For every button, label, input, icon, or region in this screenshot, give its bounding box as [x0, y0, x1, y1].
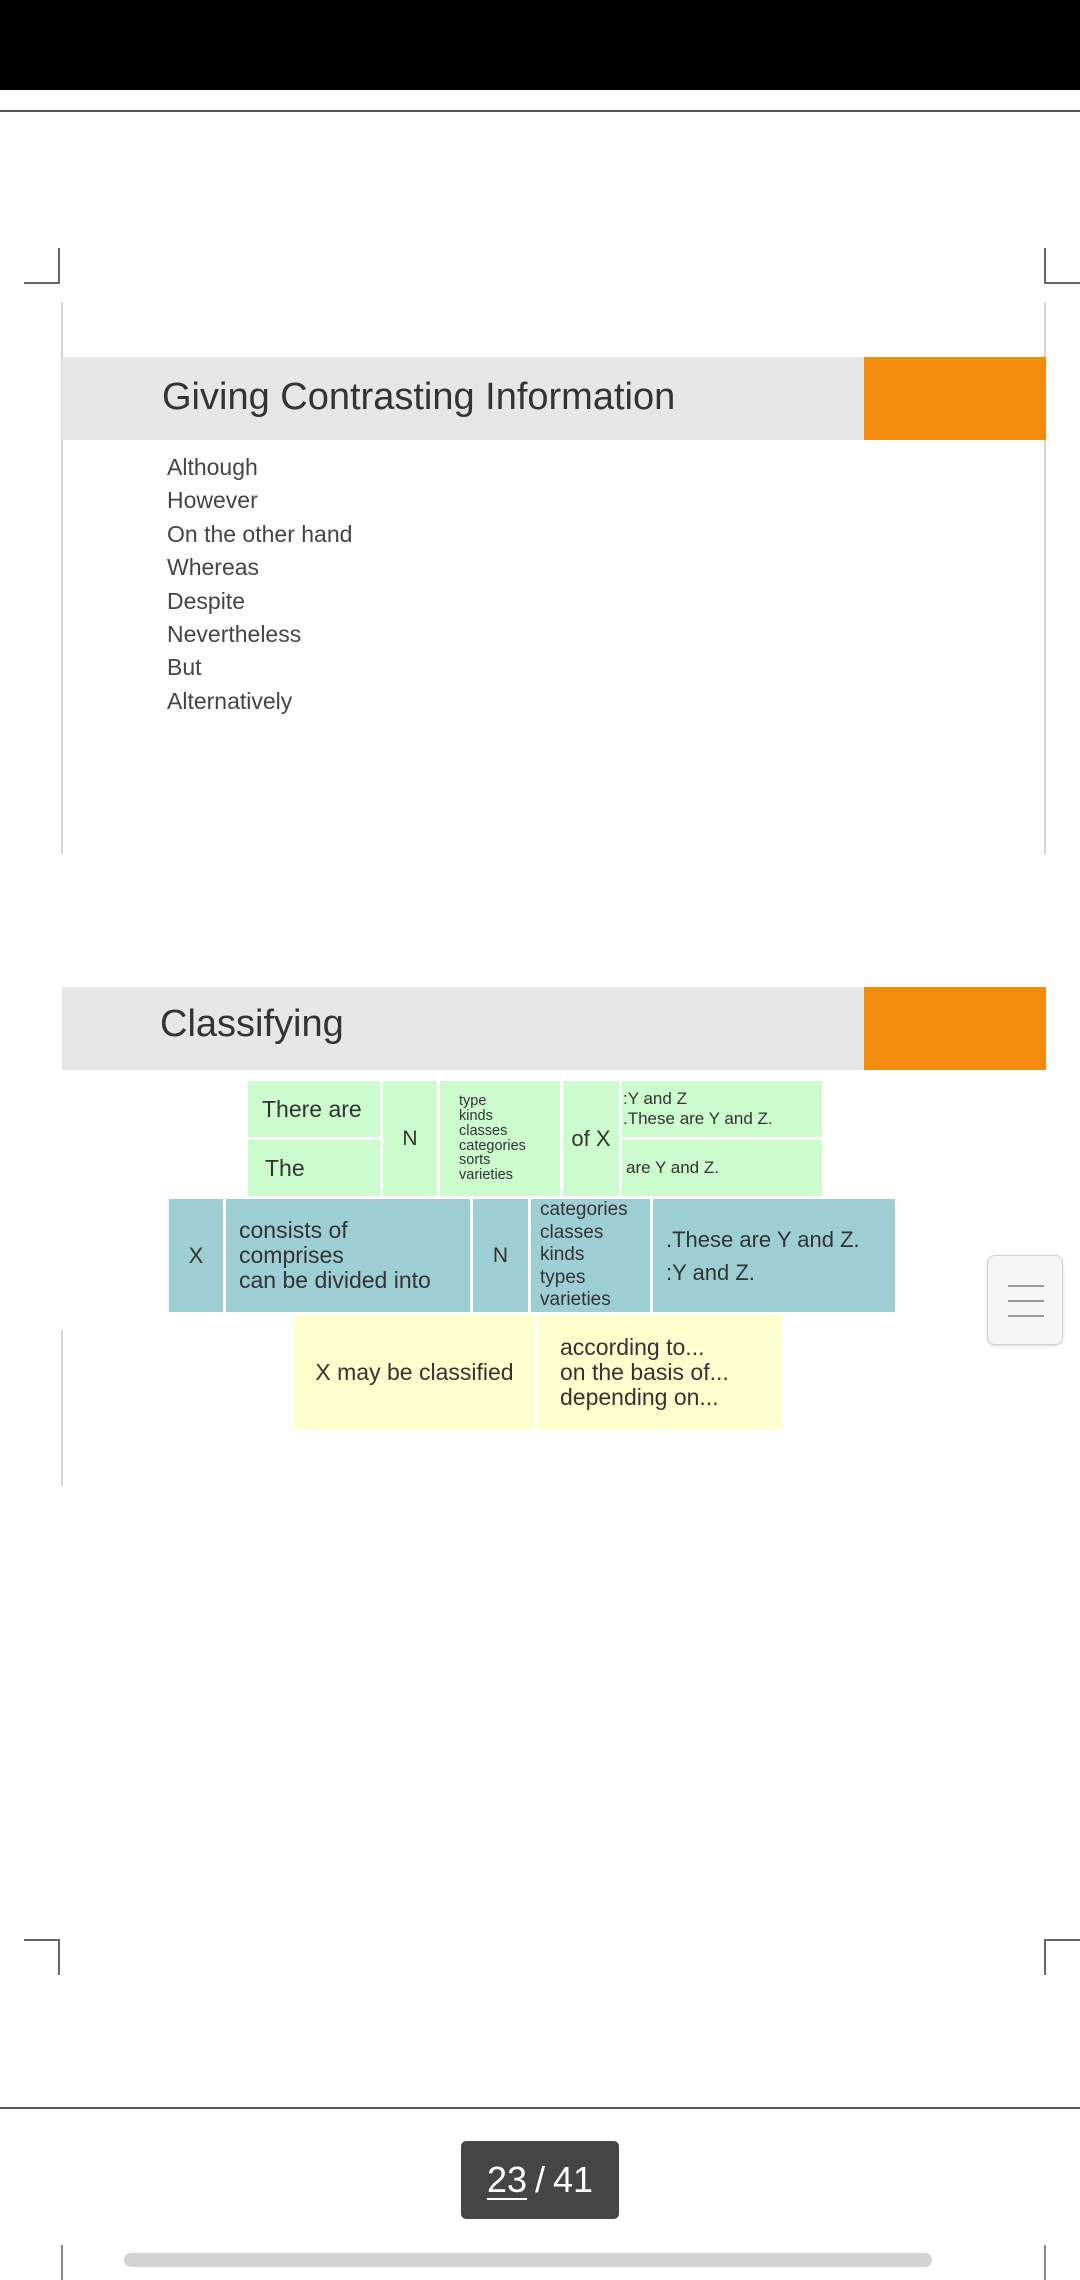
page-total: 41: [553, 2159, 594, 2200]
ending-item: .These are Y and Z.: [623, 1109, 773, 1128]
verb-item: can be divided into: [239, 1267, 431, 1293]
ending-item: according to...: [560, 1334, 705, 1360]
term-item: Whereas: [167, 554, 260, 581]
noun-item: type: [459, 1093, 487, 1110]
verb-item: comprises: [239, 1242, 344, 1268]
cell-nouns-row2: [531, 1199, 650, 1312]
status-bar: [0, 0, 1080, 90]
noun-item: varieties: [459, 1167, 513, 1184]
top-divider: [0, 110, 1080, 112]
horizontal-scrollbar[interactable]: [124, 2253, 932, 2267]
slide1-accent-block: [864, 357, 1046, 440]
cell-nouns-row1: [440, 1081, 560, 1196]
ending-item: depending on...: [560, 1384, 719, 1410]
menu-button[interactable]: [987, 1255, 1063, 1345]
ending-item: .These are Y and Z.: [666, 1226, 860, 1252]
cell-x: X: [169, 1199, 223, 1312]
cell-n-row1: N: [383, 1081, 437, 1196]
cell-of-x: of X: [563, 1081, 619, 1196]
cell-endings-row3: [538, 1315, 782, 1430]
term-item: However: [167, 487, 258, 514]
hamburger-icon: [1008, 1285, 1044, 1287]
cell-endings-row1-top: [622, 1081, 822, 1137]
slide2-accent-block: [864, 987, 1046, 1070]
page-indicator: [461, 2141, 619, 2219]
page-edge-left-lower: [61, 1330, 63, 1486]
next-page-edge-left: [61, 2245, 63, 2280]
noun-item: kinds: [540, 1244, 585, 1266]
cell-verbs: [226, 1199, 470, 1312]
noun-item: kinds: [459, 1107, 493, 1124]
noun-item: types: [540, 1266, 586, 1288]
ending-item: :Y and Z: [623, 1089, 687, 1108]
term-item: Although: [167, 454, 258, 480]
term-item: But: [167, 654, 202, 681]
cell-n-row2: N: [473, 1199, 528, 1312]
ending-item: :Y and Z.: [666, 1259, 755, 1285]
slide1-title: Giving Contrasting Information: [162, 376, 676, 418]
cell-may-be-classified: X may be classified: [294, 1315, 535, 1430]
hamburger-icon-bar: [1008, 1315, 1044, 1317]
noun-item: categories: [540, 1199, 628, 1221]
slide1-term-list: [167, 451, 352, 718]
noun-item: categories: [459, 1137, 526, 1154]
noun-item: classes: [459, 1122, 508, 1139]
cell-there-are: There are: [248, 1081, 380, 1137]
ending-item: on the basis of...: [560, 1359, 729, 1385]
slide2-title: Classifying: [160, 1003, 344, 1045]
page-separator: /: [534, 2159, 545, 2200]
verb-item: consists of: [239, 1217, 348, 1243]
term-item: Alternatively: [167, 687, 293, 714]
page-divider: [0, 2107, 1080, 2109]
cell-endings-row2: [653, 1199, 895, 1312]
cell-ending-row1-bottom: are Y and Z.: [622, 1140, 822, 1196]
noun-item: sorts: [459, 1152, 491, 1169]
page-current: 23: [486, 2159, 527, 2200]
next-page-edge-right: [1044, 2245, 1046, 2280]
term-item: On the other hand: [167, 520, 353, 547]
hamburger-icon-bar: [1008, 1300, 1044, 1302]
cell-the: The: [248, 1140, 380, 1196]
term-item: Despite: [167, 587, 245, 614]
noun-item: varieties: [540, 1289, 611, 1311]
term-item: Nevertheless: [167, 621, 302, 648]
noun-item: classes: [540, 1221, 604, 1243]
